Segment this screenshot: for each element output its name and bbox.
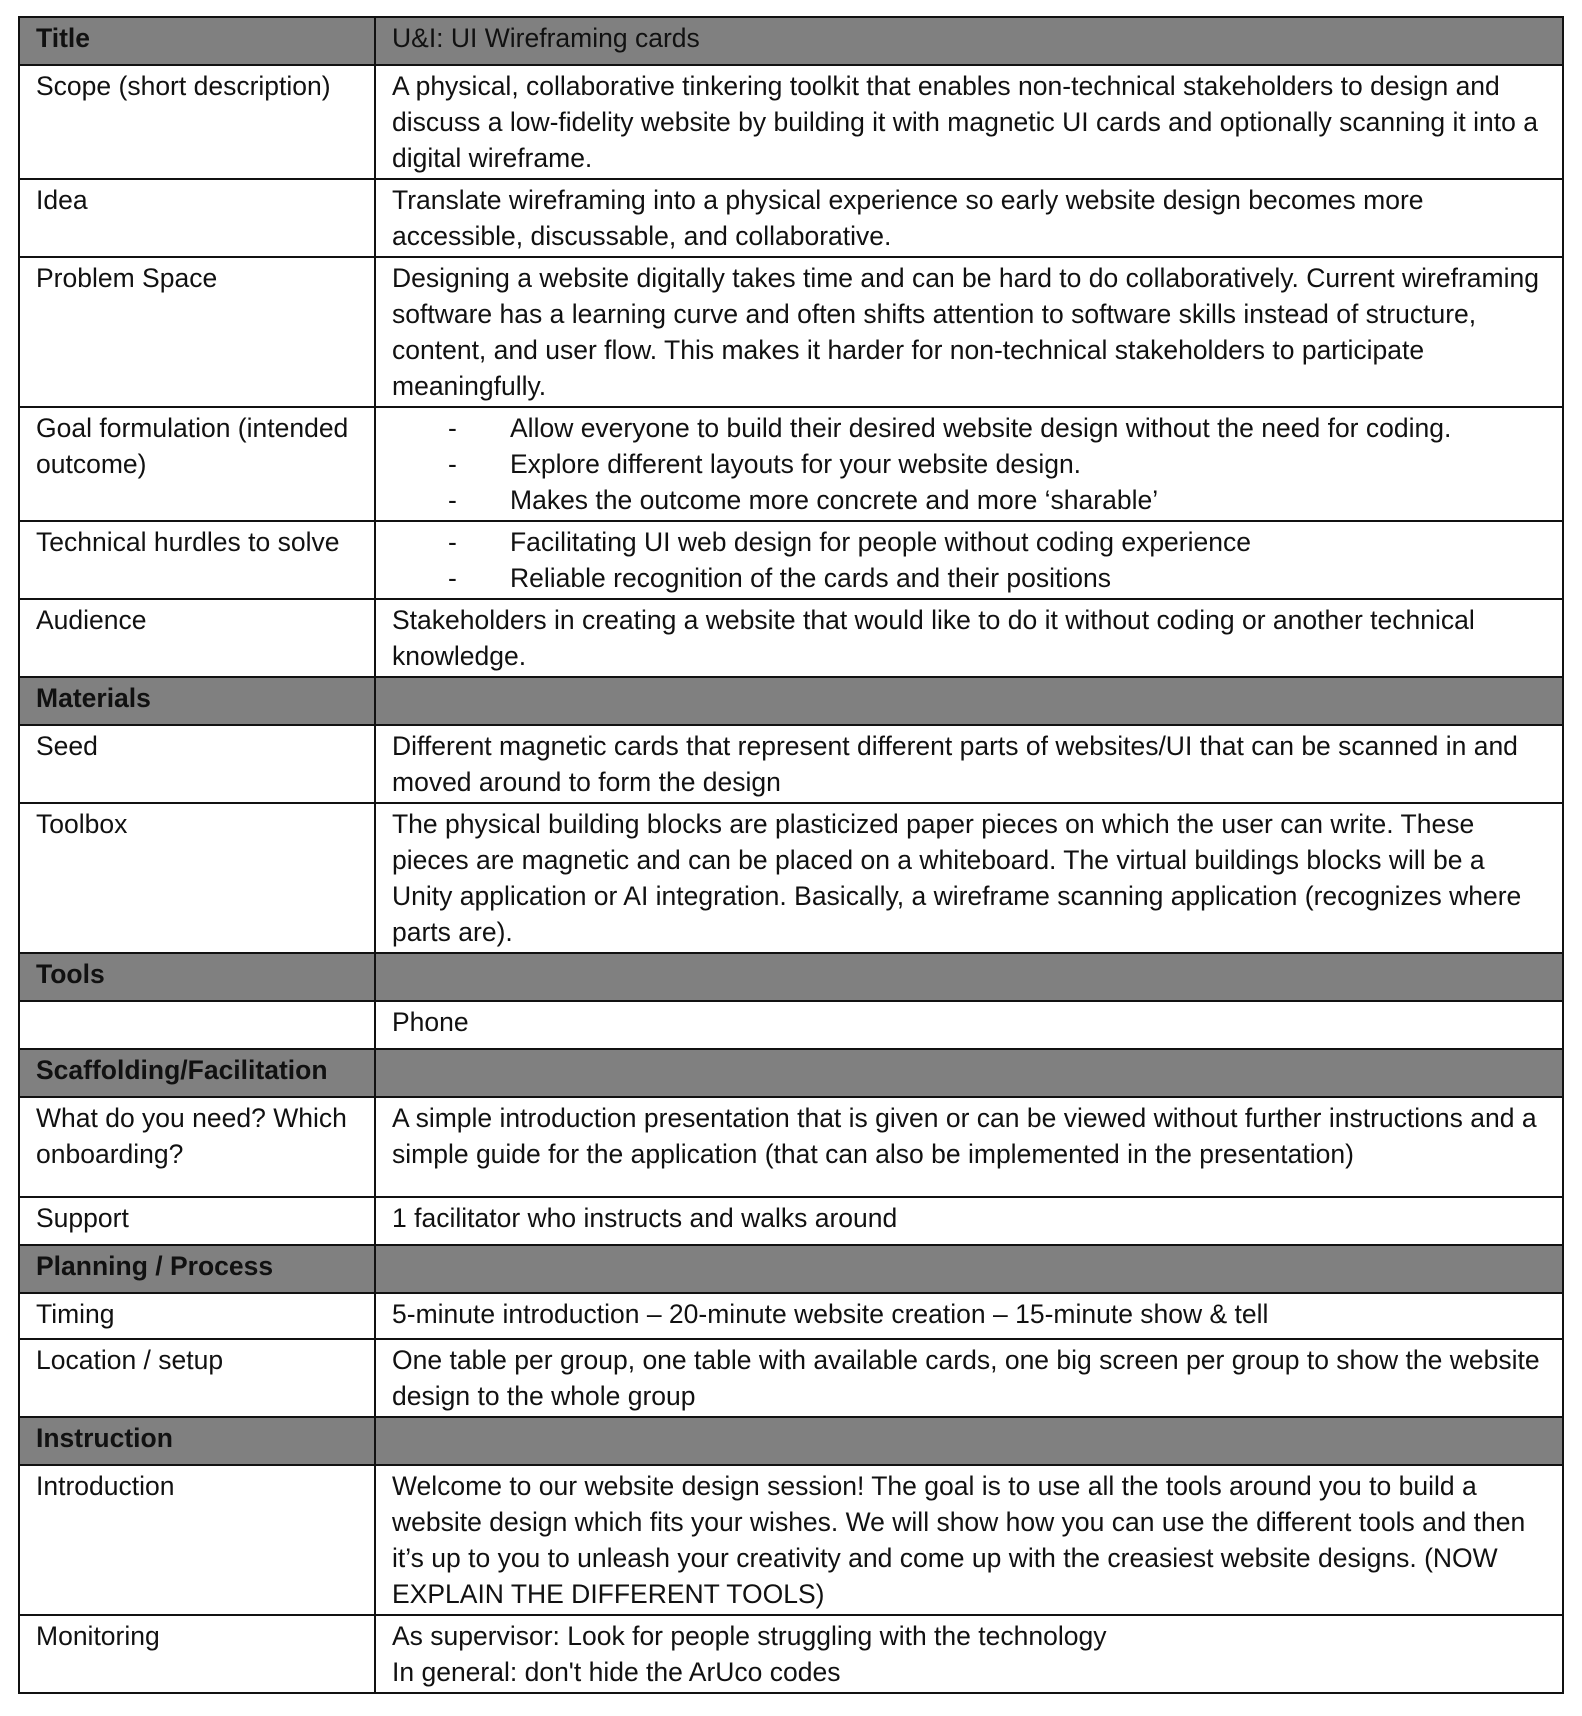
monitoring-value [375,1615,1563,1693]
hurdles-value [375,521,1563,599]
toolkit-form [18,16,1562,1694]
location-row [19,1339,1563,1417]
dash-bullet: - [448,449,457,479]
support-value: 1 facilitator who instructs and walks around [375,1197,1563,1245]
problem-space-row [19,257,1563,407]
toolkit-table [18,16,1564,1694]
scaffolding-section-row [19,1049,1563,1097]
title-value: U&I: UI Wireframing cards [375,17,1563,65]
scope-label: Scope (short description) [19,65,375,179]
tools-item-value: Phone [375,1001,1563,1049]
materials-section-row [19,677,1563,725]
audience-value: Stakeholders in creating a website that would like to do it without coding or another technical knowledge. [375,599,1563,677]
scope-row [19,65,1563,179]
scaffolding-section-blank [375,1049,1563,1097]
tools-item-row [19,1001,1563,1049]
list-item [392,524,1546,560]
hurdles-row [19,521,1563,599]
goal-list [392,410,1546,518]
introduction-label: Introduction [19,1465,375,1615]
hurdles-list [392,524,1546,596]
toolbox-row [19,803,1563,953]
dash-bullet: - [448,485,457,515]
list-item [392,410,1546,446]
idea-value: Translate wireframing into a physical experience so early website design becomes more accessible, discussable, and collaborative. [375,179,1563,257]
planning-section-title: Planning / Process [19,1245,375,1293]
goal-value [375,407,1563,521]
dash-bullet: - [448,527,457,557]
monitoring-line: In general: don't hide the ArUco codes [392,1657,841,1687]
instruction-section-title: Instruction [19,1417,375,1465]
timing-row [19,1293,1563,1339]
onboarding-value: A simple introduction presentation that is given or can be viewed without further instructions and a simple guide for the application (that can also be implemented in the presentation) [375,1097,1563,1197]
tools-section-row [19,953,1563,1001]
goal-label: Goal formulation (intended outcome) [19,407,375,521]
goal-row [19,407,1563,521]
dash-bullet: - [448,413,457,443]
support-row [19,1197,1563,1245]
hurdle-item-text: Reliable recognition of the cards and their positions [510,563,1112,593]
idea-label: Idea [19,179,375,257]
seed-value: Different magnetic cards that represent different parts of websites/UI that can be scanned in and moved around to form the design [375,725,1563,803]
materials-section-blank [375,677,1563,725]
dash-bullet: - [448,563,457,593]
seed-label: Seed [19,725,375,803]
scope-value: A physical, collaborative tinkering toolkit that enables non-technical stakeholders to design and discuss a low-fidelity website by building it with magnetic UI cards and optionally scanning it into a digital wireframe. [375,65,1563,179]
tools-section-title: Tools [19,953,375,1001]
monitoring-label: Monitoring [19,1615,375,1693]
hurdles-label: Technical hurdles to solve [19,521,375,599]
goal-item-text: Explore different layouts for your website design. [510,449,1082,479]
scaffolding-section-title: Scaffolding/Facilitation [19,1049,375,1097]
planning-section-blank [375,1245,1563,1293]
title-label: Title [19,17,375,65]
instruction-section-row [19,1417,1563,1465]
problem-space-value: Designing a website digitally takes time and can be hard to do collaboratively. Current wireframing software has a learning curve and often shifts attention to software skills instead of structure, content, and user flow. This makes it harder for non-technical stakeholders to participate meaningfully. [375,257,1563,407]
onboarding-label: What do you need? Which onboarding? [19,1097,375,1197]
instruction-section-blank [375,1417,1563,1465]
toolbox-label: Toolbox [19,803,375,953]
audience-label: Audience [19,599,375,677]
seed-row [19,725,1563,803]
title-row [19,17,1563,65]
tools-section-blank [375,953,1563,1001]
materials-section-title: Materials [19,677,375,725]
problem-space-label: Problem Space [19,257,375,407]
timing-value: 5-minute introduction – 20-minute website creation – 15-minute show & tell [375,1293,1563,1339]
support-label: Support [19,1197,375,1245]
goal-item-text: Makes the outcome more concrete and more ‘sharable’ [510,485,1159,515]
audience-row [19,599,1563,677]
goal-item-text: Allow everyone to build their desired website design without the need for coding. [510,413,1452,443]
list-item [392,446,1546,482]
onboarding-row [19,1097,1563,1197]
monitoring-line: As supervisor: Look for people struggling with the technology [392,1621,1107,1651]
hurdle-item-text: Facilitating UI web design for people without coding experience [510,527,1251,557]
list-item [392,482,1546,518]
list-item [392,560,1546,596]
introduction-value: Welcome to our website design session! The goal is to use all the tools around you to build a website design which fits your wishes. We will show how you can use the different tools and then it’s up to you to unleash your creativity and come up with the creasiest website designs. (NOW EXPLAIN THE DIFFERENT TOOLS) [375,1465,1563,1615]
location-value: One table per group, one table with available cards, one big screen per group to show the website design to the whole group [375,1339,1563,1417]
tools-item-label [19,1001,375,1049]
location-label: Location / setup [19,1339,375,1417]
planning-section-row [19,1245,1563,1293]
toolbox-value: The physical building blocks are plasticized paper pieces on which the user can write. These pieces are magnetic and can be placed on a whiteboard. The virtual buildings blocks will be a Unity application or AI integration. Basically, a wireframe scanning application (recognizes where parts are). [375,803,1563,953]
timing-label: Timing [19,1293,375,1339]
idea-row [19,179,1563,257]
monitoring-row [19,1615,1563,1693]
introduction-row [19,1465,1563,1615]
